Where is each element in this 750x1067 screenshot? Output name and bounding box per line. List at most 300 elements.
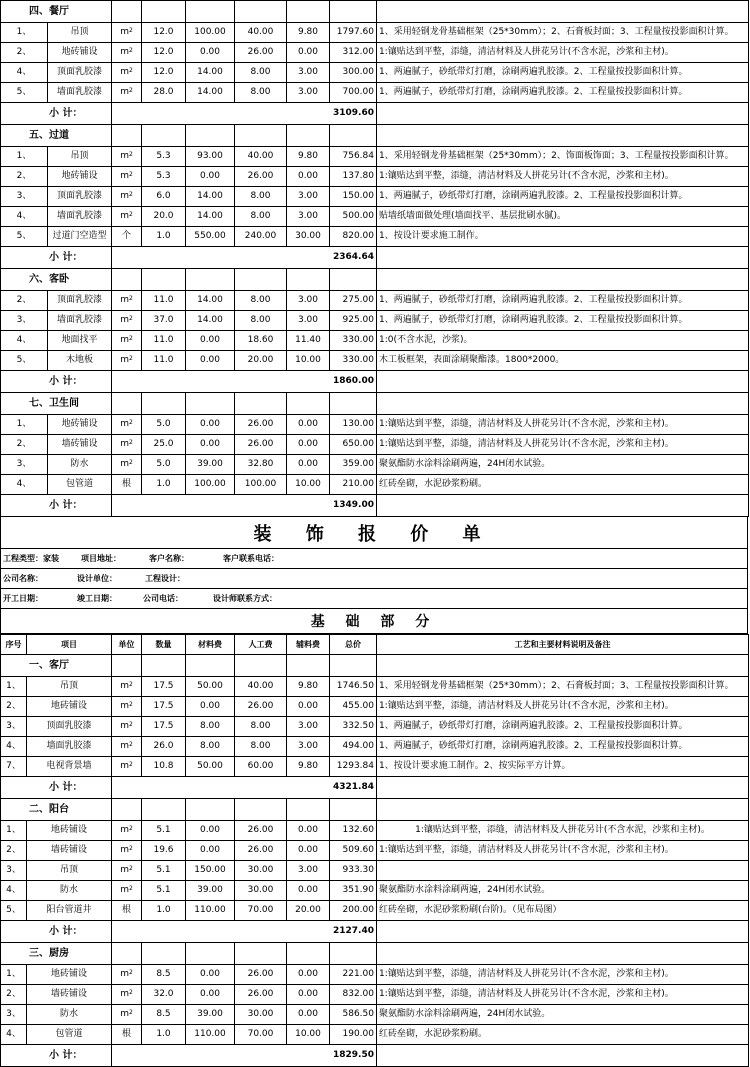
labor-fee: 70.00 [235,1025,287,1045]
labor-fee: 70.00 [235,901,287,921]
material-fee: 0.00 [186,351,235,371]
material-fee: 14.00 [186,311,235,331]
description: 1、采用轻钢龙骨基础框架（25*30mm）；2、石膏板封面；3、工程量按投影面积计算。 [377,677,749,697]
empty-cell [112,125,142,147]
start-date: 开工日期： [3,594,43,603]
total-price: 150.00 [330,187,377,207]
item-name: 顶面乳胶漆 [48,63,112,83]
material-fee: 0.00 [186,841,235,861]
table-row [1,167,749,187]
subtotal-value: 4321.84 [112,777,377,799]
material-fee: 0.00 [186,415,235,435]
labor-fee: 26.00 [235,985,287,1005]
project-address: 项目地址： [81,554,121,563]
category-name: 二、阳台 [1,799,112,821]
unit-cell: $m^2$ [112,23,142,43]
labor-fee: 40.00 [235,147,287,167]
aux-fee: 30.00 [287,227,330,247]
table-row [1,291,749,311]
unit: m [120,295,129,305]
unit: m [120,721,129,731]
header-unit: 单位 [112,635,142,655]
item-name: 吊顶 [48,147,112,167]
aux-fee: 9.80 [287,23,330,43]
category-row [1,943,749,965]
unit-cell: $m^2$ [112,291,142,311]
document-title: 装 饰 报 价 单 [0,517,748,549]
empty-cell [142,799,186,821]
row-number: 2、 [1,43,48,63]
quantity: 8.5 [142,965,186,985]
description: 1、两遍腻子，砂纸带灯打磨，涂刷两遍乳胶漆。2、工程量按投影面积计算。 [377,291,749,311]
quantity: 17.5 [142,717,186,737]
quantity: 5.3 [142,167,186,187]
table-row [1,717,749,737]
quantity: 1.0 [142,475,186,495]
empty-cell [377,125,749,147]
quantity: 11.0 [142,351,186,371]
description: 红砖垒砌，水泥砂浆粉刷。 [377,1025,749,1045]
labor-fee: 8.00 [235,207,287,227]
quantity: 10.8 [142,757,186,777]
table-row [1,455,749,475]
client-name: 客户名称： [149,554,189,563]
labor-fee: 26.00 [235,697,287,717]
item-name: 地砖铺设 [27,697,112,717]
aux-fee: 11.40 [287,331,330,351]
table-row [1,965,749,985]
aux-fee: 0.00 [287,821,330,841]
unit-cell [112,475,142,495]
labor-fee: 26.00 [235,841,287,861]
unit: m [120,885,129,895]
total-price: 190.00 [330,1025,377,1045]
description: 贴墙纸墙面做处理(墙面找平、基层批刷水腻)。 [377,207,749,227]
unit: m [120,459,129,469]
finish-date: 竣工日期： [77,594,117,603]
item-name: 防水 [27,1005,112,1025]
aux-fee: 0.00 [287,697,330,717]
info-line-1 [0,549,748,569]
aux-fee: 9.80 [287,147,330,167]
empty-cell [377,103,749,125]
unit: m [120,47,129,57]
item-name: 顶面乳胶漆 [48,187,112,207]
labor-fee: 26.00 [235,415,287,435]
labor-fee: 30.00 [235,861,287,881]
category-row [1,799,749,821]
total-price: 332.50 [330,717,377,737]
info-line-3 [0,589,748,609]
empty-cell [287,269,330,291]
empty-cell [330,269,377,291]
unit-cell: $m^2$ [112,697,142,717]
material-fee: 8.00 [186,717,235,737]
quantity: 12.0 [142,63,186,83]
category-name: 七、卫生间 [1,393,112,415]
quantity: 28.0 [142,83,186,103]
empty-cell [377,1045,749,1067]
empty-cell [142,1,186,23]
category-name: 五、过道 [1,125,112,147]
table-row [1,881,749,901]
subtotal-row [1,921,749,943]
row-number: 4、 [1,1025,27,1045]
unit: m [120,335,129,345]
empty-cell [142,943,186,965]
unit-cell: $m^2$ [112,757,142,777]
table-row [1,841,749,861]
table-row [1,207,749,227]
row-number: 1、 [1,415,48,435]
category-name: 六、客卧 [1,269,112,291]
table-row [1,435,749,455]
category-row [1,393,749,415]
labor-fee: 8.00 [235,187,287,207]
subtotal-value: 1829.50 [112,1045,377,1067]
unit-cell: $m^2$ [112,965,142,985]
material-fee: 8.00 [186,737,235,757]
empty-cell [330,125,377,147]
unit: m [120,439,129,449]
subtotal-value: 2127.40 [112,921,377,943]
quantity: 5.1 [142,861,186,881]
labor-fee: 8.00 [235,63,287,83]
material-fee: 0.00 [186,167,235,187]
empty-cell [186,125,235,147]
project-design: 工程设计： [145,574,185,583]
total-price: 137.80 [330,167,377,187]
empty-cell [142,269,186,291]
aux-fee: 9.80 [287,757,330,777]
header-material: 材料费 [186,635,235,655]
quantity: 32.0 [142,985,186,1005]
unit: 根 [121,905,131,915]
quantity: 1.0 [142,1025,186,1045]
unit: m [120,761,129,771]
table-row [1,737,749,757]
aux-fee: 3.00 [287,737,330,757]
material-fee: 39.00 [186,1005,235,1025]
row-number: 1、 [1,23,48,43]
upper-table [0,0,749,517]
quantity: 5.3 [142,147,186,167]
labor-fee: 26.00 [235,167,287,187]
row-number: 3、 [1,311,48,331]
empty-cell [377,247,749,269]
unit: m [120,27,129,37]
description: 红砖垒砌，水泥砂浆粉刷。 [377,475,749,495]
empty-cell [112,1,142,23]
total-price: 312.00 [330,43,377,63]
lower-table [0,634,749,1067]
empty-cell [235,943,287,965]
aux-fee: 3.00 [287,861,330,881]
quantity: 12.0 [142,23,186,43]
material-fee: 14.00 [186,291,235,311]
labor-fee: 40.00 [235,23,287,43]
item-name: 地砖铺设 [48,43,112,63]
unit: 个 [121,231,131,241]
unit-cell: $m^2$ [112,43,142,63]
item-name: 地砖铺设 [48,415,112,435]
item-name: 防水 [27,881,112,901]
labor-fee: 8.00 [235,311,287,331]
empty-cell [287,1,330,23]
material-fee: 39.00 [186,455,235,475]
material-fee: 0.00 [186,985,235,1005]
aux-fee: 0.00 [287,455,330,475]
unit: m [120,191,129,201]
total-price: 132.60 [330,821,377,841]
labor-fee: 26.00 [235,965,287,985]
category-name: 三、厨房 [1,943,112,965]
row-number: 4、 [1,881,27,901]
subtotal-row [1,371,749,393]
category-row [1,1,749,23]
unit-cell: $m^2$ [112,455,142,475]
row-number: 2、 [1,697,27,717]
row-number: 1、 [1,147,48,167]
unit-cell: $m^2$ [112,841,142,861]
empty-cell [112,393,142,415]
table-row [1,821,749,841]
material-fee: 100.00 [186,23,235,43]
empty-cell [377,269,749,291]
item-name: 阳台管道井 [27,901,112,921]
unit: m [120,151,129,161]
total-price: 455.00 [330,697,377,717]
total-price: 756.84 [330,147,377,167]
item-name: 吊顶 [27,677,112,697]
quantity: 20.0 [142,207,186,227]
title-block [0,517,748,634]
description: 1、两遍腻子，砂纸带灯打磨，涂刷两遍乳胶漆。2、工程量按投影面积计算。 [377,83,749,103]
description: 1、采用轻钢龙骨基础框架（25*30mm）；2、饰面板饰面；3、工程量按投影面积计算。 [377,147,749,167]
empty-cell [330,799,377,821]
row-number: 3、 [1,455,48,475]
item-name: 顶面乳胶漆 [27,717,112,737]
labor-fee: 8.00 [235,291,287,311]
empty-cell [287,393,330,415]
total-price: 330.00 [330,351,377,371]
empty-cell [377,777,749,799]
table-row [1,1025,749,1045]
labor-fee: 8.00 [235,737,287,757]
description: 1、两遍腻子，砂纸带灯打磨，涂刷两遍乳胶漆。2、工程量按投影面积计算。 [377,187,749,207]
quantity: 6.0 [142,187,186,207]
subtotal-row [1,103,749,125]
empty-cell [186,269,235,291]
unit-cell: $m^2$ [112,167,142,187]
quantity: 1.0 [142,227,186,247]
quantity: 5.0 [142,455,186,475]
client-phone: 客户联系电话： [223,554,279,563]
item-name: 防水 [48,455,112,475]
labor-fee: 30.00 [235,881,287,901]
empty-cell [377,1,749,23]
empty-cell [287,655,330,677]
table-row [1,23,749,43]
unit-cell: $m^2$ [112,881,142,901]
description: 1:0(不含水泥，沙浆)。 [377,331,749,351]
material-fee: 14.00 [186,63,235,83]
header-total: 总价 [330,635,377,655]
row-number: 4、 [1,331,48,351]
total-price: 586.50 [330,1005,377,1025]
unit: m [120,989,129,999]
aux-fee: 0.00 [287,841,330,861]
empty-cell [235,655,287,677]
unit: m [120,741,129,751]
material-fee: 110.00 [186,1025,235,1045]
item-name: 墙面乳胶漆 [48,83,112,103]
row-number: 1、 [1,965,27,985]
quantity: 5.0 [142,415,186,435]
unit: 根 [121,479,131,489]
empty-cell [186,943,235,965]
header-item: 项目 [27,635,112,655]
material-fee: 100.00 [186,475,235,495]
table-row [1,331,749,351]
unit: m [120,681,129,691]
row-number: 4、 [1,63,48,83]
empty-cell [377,393,749,415]
unit-cell: $m^2$ [112,1005,142,1025]
unit-cell: $m^2$ [112,63,142,83]
description: 1:镶贴达到平整，添缝，清洁材料及人拼花另计(不含水泥，沙浆和主材)。 [377,167,749,187]
project-type: 工程类型：家装 [3,554,59,563]
unit: m [120,825,129,835]
total-price: 700.00 [330,83,377,103]
item-name: 包管道 [27,1025,112,1045]
row-number: 5、 [1,351,48,371]
unit-cell: $m^2$ [112,821,142,841]
empty-cell [235,393,287,415]
labor-fee: 26.00 [235,435,287,455]
unit: m [120,1009,129,1019]
aux-fee: 3.00 [287,207,330,227]
table-row [1,43,749,63]
item-name: 电视背景墙 [27,757,112,777]
labor-fee: 20.00 [235,351,287,371]
unit-cell: $m^2$ [112,677,142,697]
labor-fee: 18.60 [235,331,287,351]
description: 木工板框架，表面涂刷聚酯漆。1800*2000。 [377,351,749,371]
total-price: 275.00 [330,291,377,311]
labor-fee: 30.00 [235,1005,287,1025]
header-no: 序号 [1,635,27,655]
description: 1:镶贴达到平整，添缝，清洁材料及人拼花另计(不含水泥，沙浆和主材)。 [377,43,749,63]
subtotal-row [1,1045,749,1067]
subtotal-value: 1349.00 [112,495,377,517]
total-price: 359.00 [330,455,377,475]
company-name: 公司名称： [3,574,43,583]
total-price: 925.00 [330,311,377,331]
aux-fee: 0.00 [287,435,330,455]
quantity: 26.0 [142,737,186,757]
aux-fee: 3.00 [287,83,330,103]
material-fee: 0.00 [186,821,235,841]
description: 1:镶贴达到平整，添缝，清洁材料及人拼花另计(不含水泥，沙浆和主材)。 [377,821,749,841]
labor-fee: 26.00 [235,43,287,63]
empty-cell [112,943,142,965]
material-fee: 0.00 [186,435,235,455]
table-row [1,475,749,495]
category-row [1,655,749,677]
description [377,861,749,881]
total-price: 832.00 [330,985,377,1005]
empty-cell [377,799,749,821]
item-name: 吊顶 [27,861,112,881]
unit: m [120,171,129,181]
item-name: 墙砖铺设 [48,435,112,455]
info-line-2 [0,569,748,589]
empty-cell [330,393,377,415]
table-row [1,1005,749,1025]
quantity: 25.0 [142,435,186,455]
aux-fee: 0.00 [287,167,330,187]
row-number: 2、 [1,291,48,311]
labor-fee: 40.00 [235,677,287,697]
row-number: 1、 [1,821,27,841]
row-number: 4、 [1,737,27,757]
row-number: 3、 [1,861,27,881]
empty-cell [377,495,749,517]
material-fee: 93.00 [186,147,235,167]
labor-fee: 240.00 [235,227,287,247]
description: 聚氨酯防水涂料涂刷两遍，24H闭水试验。 [377,455,749,475]
unit-cell: $m^2$ [112,861,142,881]
quantity: 1.0 [142,901,186,921]
total-price: 221.00 [330,965,377,985]
category-row [1,269,749,291]
unit-cell: $m^2$ [112,83,142,103]
table-row [1,901,749,921]
design-unit: 设计单位： [77,574,117,583]
table-row [1,697,749,717]
material-fee: 50.00 [186,677,235,697]
total-price: 351.90 [330,881,377,901]
empty-cell [142,125,186,147]
quantity: 5.1 [142,881,186,901]
description: 1、两遍腻子，砂纸带灯打磨，涂刷两遍乳胶漆。2、工程量按投影面积计算。 [377,717,749,737]
labor-fee: 8.00 [235,717,287,737]
table-row [1,147,749,167]
table-row [1,83,749,103]
unit: m [120,701,129,711]
row-number: 2、 [1,841,27,861]
total-price: 820.00 [330,227,377,247]
item-name: 吊顶 [48,23,112,43]
subtotal-label: 小 计： [1,371,112,393]
row-number: 4、 [1,475,48,495]
unit: m [120,211,129,221]
table-row [1,861,749,881]
item-name: 木地板 [48,351,112,371]
row-number: 2、 [1,435,48,455]
labor-fee: 8.00 [235,83,287,103]
item-name: 地砖铺设 [27,821,112,841]
empty-cell [112,269,142,291]
item-name: 墙面乳胶漆 [48,207,112,227]
subtotal-row [1,777,749,799]
empty-cell [287,943,330,965]
header-desc: 工艺和主要材料说明及备注 [377,635,749,655]
category-name: 四、餐厅 [1,1,112,23]
empty-cell [186,1,235,23]
unit: m [120,419,129,429]
